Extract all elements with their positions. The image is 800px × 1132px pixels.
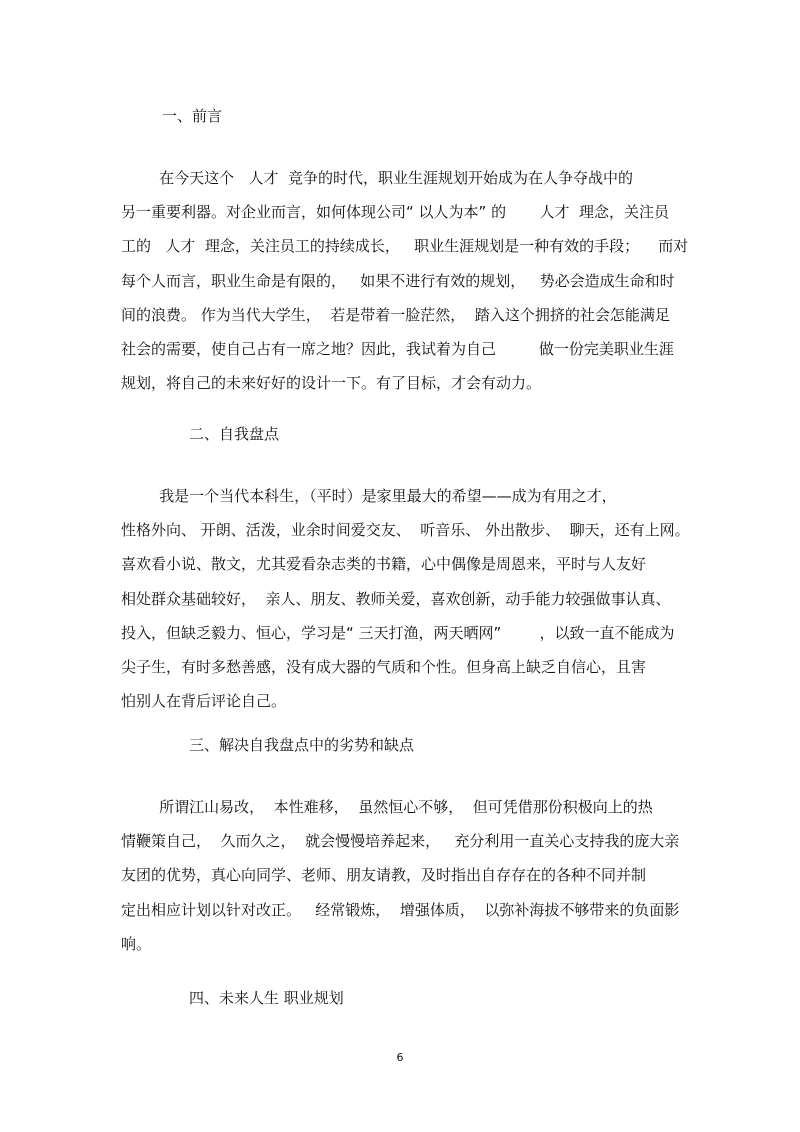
paragraph-line: 怕别人在背后评论自己。 [121,692,287,711]
section-paragraph-self-assessment [121,479,690,718]
paragraph-line: 投入，但缺乏毅力、恒心，学习是“ 三天打渔，两天晒网” ，以致一直不能成为 [121,623,675,642]
paragraph-line: 所谓江山易改， 本性难移， 虽然恒心不够， 但可凭借那份积极向上的热 [121,798,653,816]
section-heading-career-plan: 四、未来人生 职业规划 [189,989,344,1007]
section-heading-preface: 一、前言 [162,107,223,125]
paragraph-line: 每个人而言，职业生命是有限的， 如果不进行有效的规划， 势必会造成生命和时 [121,271,675,290]
paragraph-line: 定出相应计划以针对改正。 经常锻炼， 增强体质， 以弥补海拔不够带来的负面影 [121,900,680,919]
paragraph-line: 规划，将自己的未来好好的设计一下。有了目标，才会有动力。 [121,374,542,393]
section-heading-weaknesses: 三、解决自我盘点中的劣势和缺点 [189,736,415,754]
paragraph-line: 另一重要利器。对企业而言，如何体现公司“ 以人为本” 的 人才 理念，关注员 [121,203,669,222]
paragraph-line: 社会的需要，使自己占有一席之地？因此，我试着为自己 做一份完美职业生涯 [121,339,674,358]
page-number: 6 [396,1051,404,1064]
paragraph-line: 性格外向、 开朗、活泼，业余时间爱交友、 听音乐、 外出散步、 聊天，还有上网。 [121,521,690,540]
paragraph-line: 尖子生，有时多愁善感，没有成大器的气质和个性。但身高上缺乏自信心，且害 [121,657,647,676]
paragraph-line: 相处群众基础较好， 亲人、朋友、教师关爱，喜欢创新，动手能力较强做事认真、 [121,589,671,608]
section-heading-self-assessment: 二、自我盘点 [189,425,280,443]
paragraph-line: 间的浪费。 作为当代大学生， 若是带着一脸茫然， 踏入这个拥挤的社会怎能满足 [121,305,670,324]
paragraph-line: 喜欢看小说、散文，尤其爱看杂志类的书籍，心中偶像是周恩来，平时与人友好 [121,555,647,574]
paragraph-line: 友团的优势，真心向同学、老师、朋友请教，及时指出自存存在的各种不同并制 [121,866,647,885]
paragraph-line: 情鞭策自己， 久而久之， 就会慢慢培养起来， 充分利用一直关心支持我的庞大亲 [121,832,680,851]
paragraph-line: 我是一个当代本科生，（平时）是家里最大的希望——成为有用之才， [121,487,617,505]
paragraph-line: 工的 人才 理念，关注员工的持续成长， 职业生涯规划是一种有效的手段； 而对 [121,237,689,256]
section-paragraph-preface [121,161,689,400]
section-paragraph-weaknesses [121,790,681,961]
paragraph-line: 在今天这个 人才 竞争的时代，职业生涯规划开始成为在人争夺战中的 [121,169,633,187]
paragraph-line: 响。 [121,934,152,953]
